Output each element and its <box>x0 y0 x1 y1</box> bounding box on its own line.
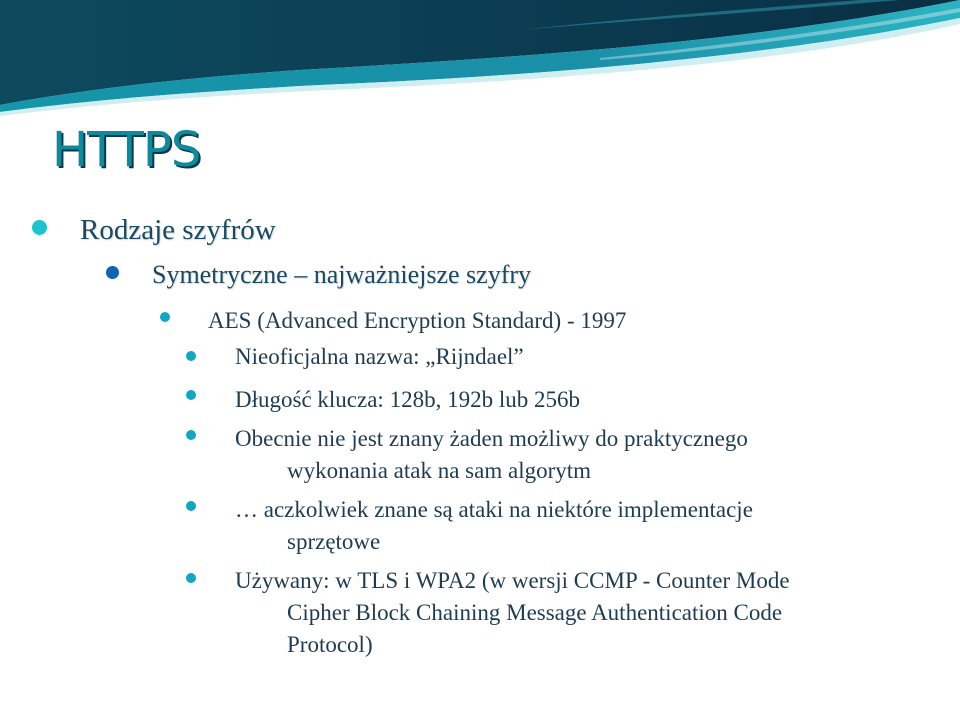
bullet-text-continued: Protocol) <box>287 632 373 657</box>
bullet-text: Długość klucza: 128b, 192b lub 256b <box>235 387 580 412</box>
bullet-dot-icon <box>160 312 170 322</box>
slide-title: HTTPS <box>52 122 201 178</box>
bullet-text: AES (Advanced Encryption Standard) - 1997 <box>208 308 627 333</box>
bullet-dot-icon <box>106 266 119 279</box>
header-banner <box>0 0 960 140</box>
bullet-text: Symetryczne – najważniejsze szyfry <box>152 260 532 289</box>
bullet-text: Obecnie nie jest znany żaden możliwy do praktycznego <box>235 426 748 451</box>
bullet-dot-icon <box>32 220 47 235</box>
bullet-text-continued: Cipher Block Chaining Message Authentication Code <box>287 600 783 625</box>
bullet-dot-icon <box>186 501 196 511</box>
bullet-dot-icon <box>186 351 196 361</box>
bullet-dot-icon <box>186 430 196 440</box>
bullet-text: Rodzaje szyfrów <box>80 214 276 246</box>
bullet-text: Używany: w TLS i WPA2 (w wersji CCMP - Counter Mode <box>235 568 790 593</box>
bullet-dot-icon <box>186 573 196 583</box>
bullet-text: Nieoficjalna nazwa: „Rijndael” <box>235 344 524 369</box>
bullet-text: … aczkolwiek znane są ataki na niektóre implementacje <box>235 497 753 522</box>
bullet-dot-icon <box>186 390 196 400</box>
bullet-text-continued: wykonania atak na sam algorytm <box>287 458 592 483</box>
bullet-text-continued: sprzętowe <box>287 529 381 554</box>
